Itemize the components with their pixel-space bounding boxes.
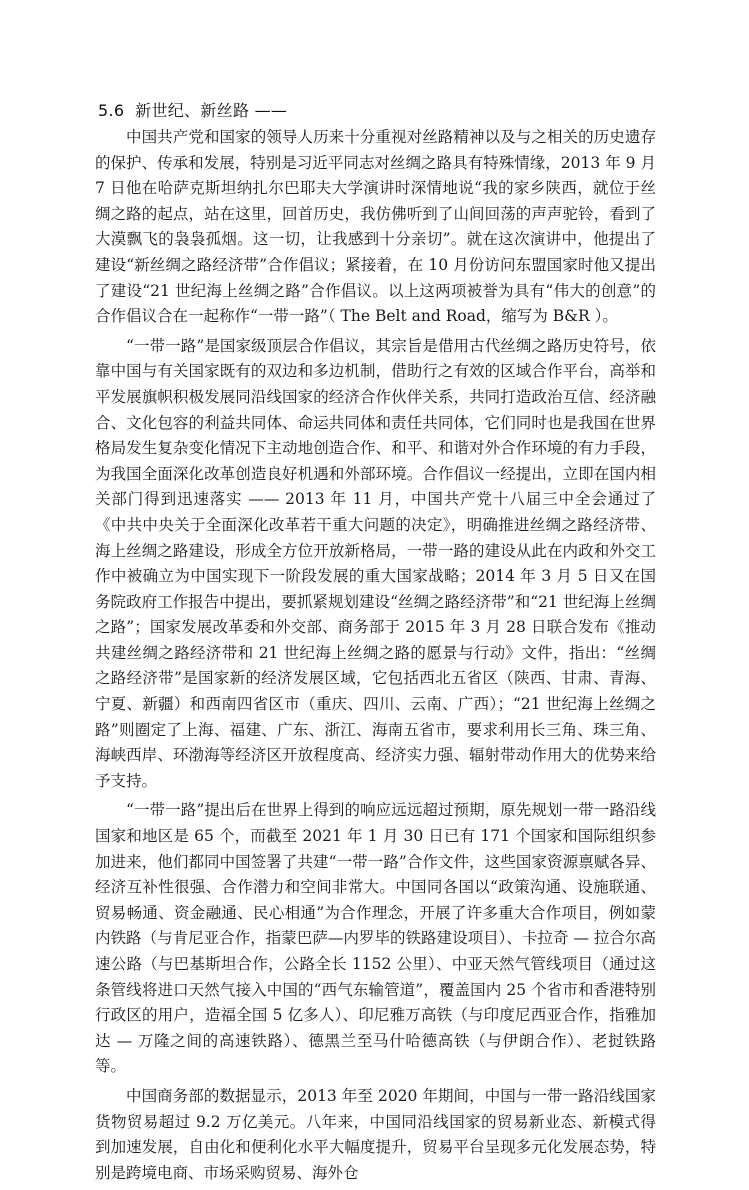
section-number: 5.6 <box>98 101 125 120</box>
section-title: 新世纪、新丝路 —— <box>135 101 288 120</box>
section-heading <box>98 98 287 121</box>
paragraph-2: “一带一路”是国家级顶层合作倡议，其宗旨是借用古代丝绸之路历史符号，依靠中国与有关国家既有的双边和多边机制，借助行之有效的区域合作平台，高举和平发展旗帜积极发展同沿线国家的经济合作伙伴关系，共同打造政治互信、经济融合、文化包容的利益共同体、命运共同体和责任共同体，它们同时也是我国在世界格局发生复杂变化情况下主动地创造合作、和平、和谐对外合作环境的有力手段，为我国全面深化改革创造良好机遇和外部环境。合作倡议一经提出，立即在国内相关部门得到迅速落实 —— 2013 年 11 月，中国共产党十八届三中全会通过了《中共中央关于全面深化改革若干重大问题的决定》，明确推进丝绸之路经济带、海上丝绸之路建设，形成全方位开放新格局，一带一路的建设从此在内政和外交工作中被确立为中国实现下一阶段发展的重大国家战略；2014 年 3 月 5 日又在国务院政府工作报告中提出，要抓紧规划建设“丝绸之路经济带”和“21 世纪海上丝绸之路”；国家发展改革委和外交部、商务部于 2015 年 3 月 28 日联合发布《推动共建丝绸之路经济带和 21 世纪海上丝绸之路的愿景与行动》文件，指出：“丝绸之路经济带”是国家新的经济发展区域，它包括西北五省区（陕西、甘肃、青海、宁夏、新疆）和西南四省区市（重庆、四川、云南、广西）；“21 世纪海上丝绸之路”则圈定了上海、福建、广东、浙江、海南五省市，要求利用长三角、珠三角、海峡西岸、环渤海等经济区开放程度高、经济实力强、辐射带动作用大的优势来给予支持。 <box>95 336 656 790</box>
body-text <box>95 125 656 1190</box>
paragraph-1: 中国共产党和国家的领导人历来十分重视对丝路精神以及与之相关的历史遗存的保护、传承和发展，特别是习近平同志对丝绸之路具有特殊情缘，2013 年 9 月 7 日他在哈萨克斯坦纳扎尔巴耶夫大学演讲时深情地说“我的家乡陕西，就位于丝绸之路的起点，站在这里，回首历史，我仿佛听到了山间回荡的声声驼铃，看到了大漠飘飞的袅袅孤烟。这一切，让我感到十分亲切”。就在这次演讲中，他提出了建设“新丝绸之路经济带”合作倡议；紧接着，在 10 月份访问东盟国家时他又提出了建设“21 世纪海上丝绸之路”合作倡议。以上这两项被誉为具有“伟大的创意”的合作倡议合在一起称作“一带一路”（ The Belt and Road，缩写为 B&R ）。 <box>95 128 656 326</box>
paragraph-4: 中国商务部的数据显示，2013 年至 2020 年期间，中国与一带一路沿线国家货物贸易超过 9.2 万亿美元。八年来，中国同沿线国家的贸易新业态、新模式得到加速发展，自由化和便利化水平大幅度提升，贸易平台呈现多元化发展态势，特别是跨境电商、市场采购贸易、海外仓 <box>95 1086 656 1182</box>
paragraph-3: “一带一路”提出后在世界上得到的响应远远超过预期，原先规划一带一路沿线国家和地区是 65 个，而截至 2021 年 1 月 30 日已有 171 个国家和国际组织参加进来，他们都同中国签署了共建“一带一路”合作文件，这些国家资源禀赋各异、经济互补性很强、合作潜力和空间非常大。中国同各国以“政策沟通、设施联通、贸易畅通、资金融通、民心相通”为合作理念，开展了许多重大合作项目，例如蒙内铁路（与肯尼亚合作，指蒙巴萨—内罗毕的铁路建设项目）、卡拉奇 — 拉合尔高速公路（与巴基斯坦合作，公路全长 1152 公里）、中亚天然气管线项目（通过这条管线将进口天然气接入中国的“西气东输管道”，覆盖国内 25 个省市和香港特别行政区的用户，造福全国 5 亿多人）、印尼雅万高铁（与印度尼西亚合作，指雅加达 — 万隆之间的高速铁路）、德黑兰至马什哈德高铁（与伊朗合作）、老挝铁路等。 <box>95 801 656 1076</box>
